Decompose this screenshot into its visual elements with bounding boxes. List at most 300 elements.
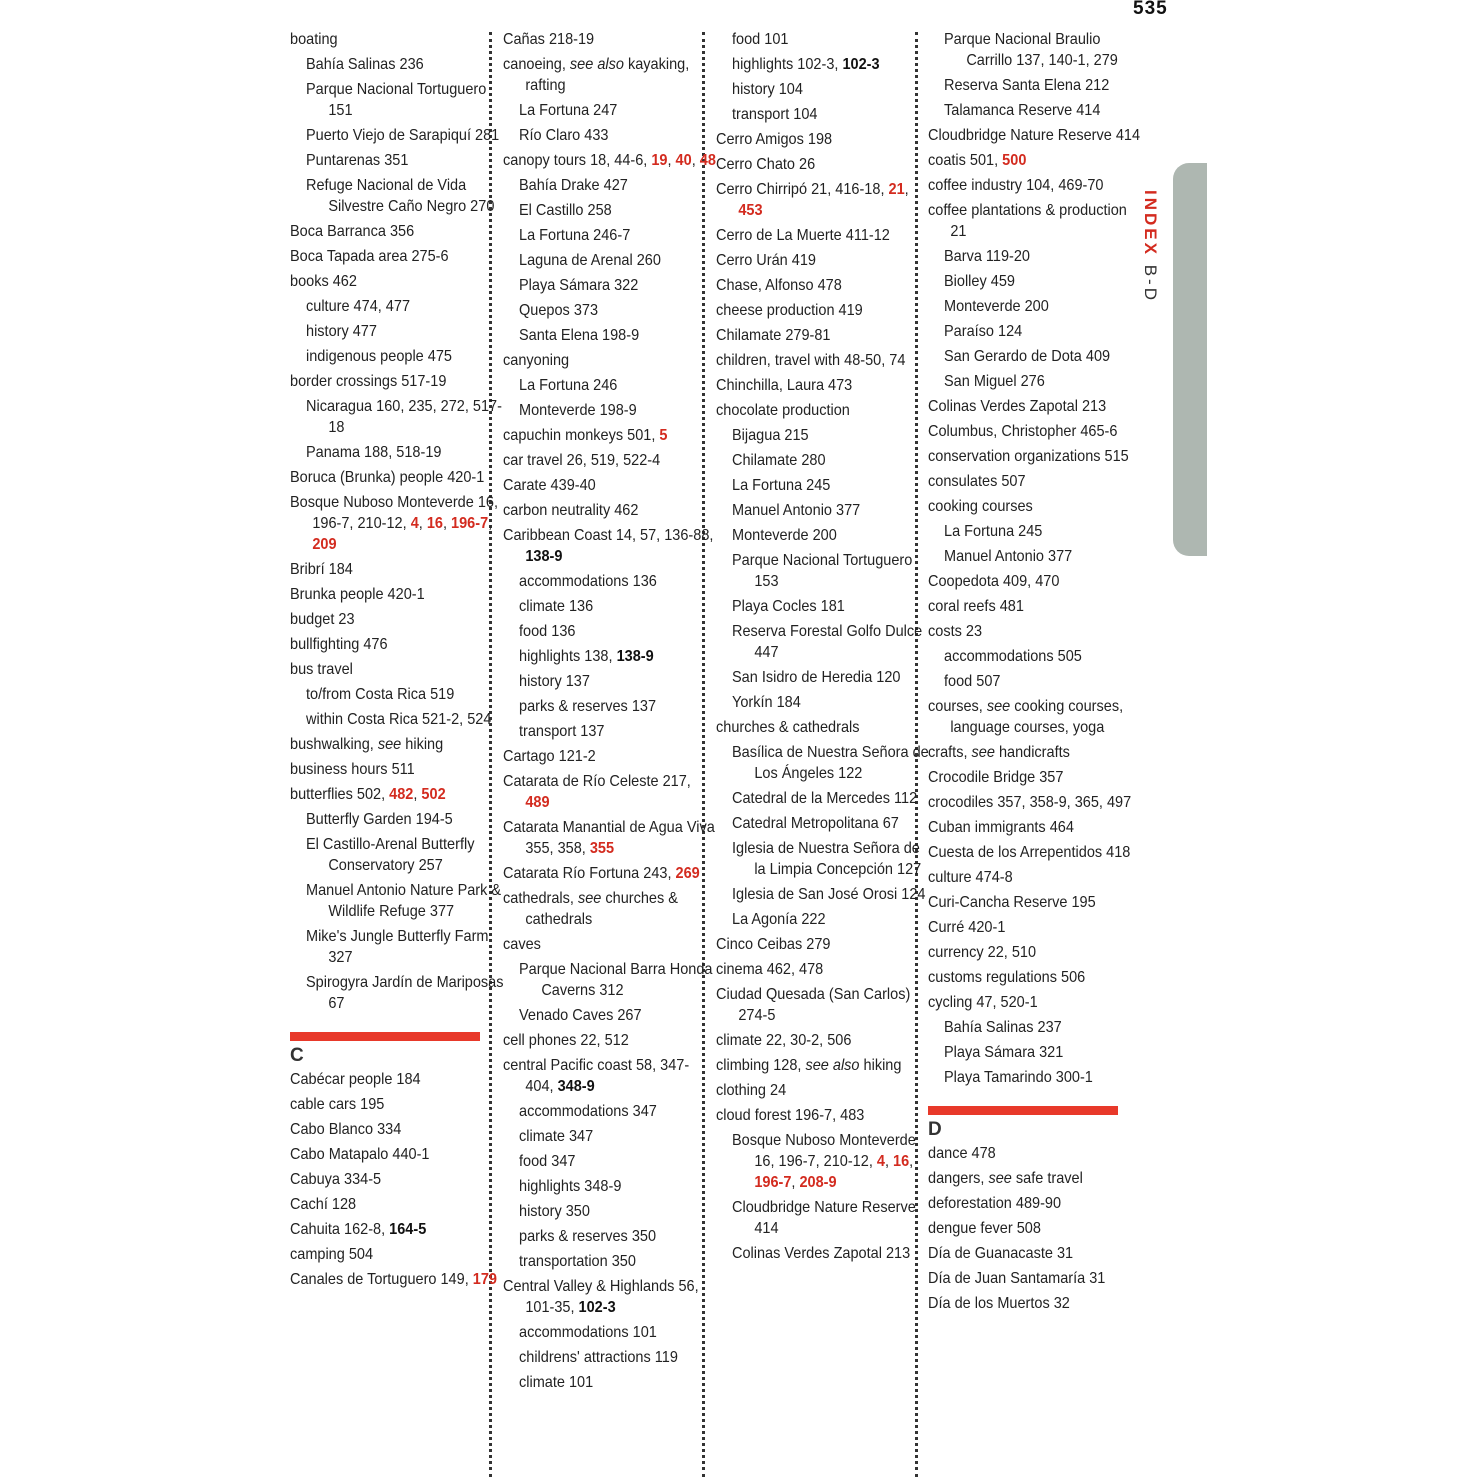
index-entry bbox=[503, 1055, 716, 1097]
index-entry bbox=[503, 475, 716, 496]
entry-text: Yorkín 184 bbox=[732, 694, 801, 711]
entry-text: Cabo Blanco 334 bbox=[290, 1121, 402, 1138]
index-entry bbox=[928, 571, 1141, 592]
entry-text: business hours 511 bbox=[290, 761, 415, 778]
entry-text: , bbox=[442, 515, 452, 532]
index-subentry bbox=[519, 375, 717, 396]
entry-text: Butterfly Garden 194-5 bbox=[306, 811, 453, 828]
entry-text: canyoning bbox=[503, 352, 570, 369]
entry-text: Parque Nacional Tortuguero 151 bbox=[306, 81, 487, 119]
index-entry bbox=[928, 792, 1141, 813]
index-entry bbox=[928, 200, 1141, 242]
entry-text: Carate 439-40 bbox=[503, 477, 596, 494]
index-subentry bbox=[944, 75, 1142, 96]
entry-text: coral reefs 481 bbox=[928, 598, 1024, 615]
entry-text: , bbox=[691, 152, 700, 169]
entry-text: transportation 350 bbox=[519, 1253, 636, 1270]
index-subentry bbox=[732, 692, 930, 713]
index-entry bbox=[928, 696, 1141, 738]
index-subentry bbox=[519, 275, 717, 296]
index-subentry bbox=[519, 250, 717, 271]
entry-text: Nicaragua 160, 235, 272, 517-18 bbox=[306, 398, 502, 436]
index-entry bbox=[716, 129, 929, 150]
index-subentry bbox=[944, 296, 1142, 317]
index-subentry bbox=[732, 621, 930, 663]
index-entry bbox=[290, 1244, 503, 1265]
entry-text: Colinas Verdes Zapotal 213 bbox=[732, 1245, 911, 1262]
index-subentry bbox=[732, 500, 930, 521]
index-entry bbox=[928, 1143, 1141, 1164]
index-subentry bbox=[306, 79, 504, 121]
entry-text: accommodations 505 bbox=[944, 648, 1082, 665]
entry-text: climate 101 bbox=[519, 1374, 594, 1391]
index-entry bbox=[290, 584, 503, 605]
entry-text: climate 22, 30-2, 506 bbox=[716, 1032, 852, 1049]
entry-text: San Gerardo de Dota 409 bbox=[944, 348, 1111, 365]
entry-text: coffee industry 104, 469-70 bbox=[928, 177, 1104, 194]
entry-text: handicrafts bbox=[994, 744, 1070, 761]
entry-text: Reserva Forestal Golfo Dulce 447 bbox=[732, 623, 923, 661]
entry-text: Cloudbridge Nature Reserve 414 bbox=[732, 1199, 916, 1237]
index-subentry bbox=[732, 525, 930, 546]
index-subentry bbox=[306, 684, 504, 705]
index-entry bbox=[290, 734, 503, 755]
entry-text: San Isidro de Heredia 120 bbox=[732, 669, 901, 686]
index-entry bbox=[928, 496, 1141, 517]
map-page-ref: 21 bbox=[888, 181, 905, 198]
index-entry bbox=[503, 425, 716, 446]
index-entry bbox=[716, 1030, 929, 1051]
entry-text: dengue fever 508 bbox=[928, 1220, 1041, 1237]
entry-text: cycling 47, 520-1 bbox=[928, 994, 1038, 1011]
entry-text: Catarata Río Fortuna 243, bbox=[503, 865, 676, 882]
index-subentry bbox=[519, 1372, 717, 1393]
entry-text: , bbox=[413, 786, 422, 803]
index-subentry bbox=[519, 621, 717, 642]
entry-text: Chinchilla, Laura 473 bbox=[716, 377, 853, 394]
entry-text: Caribbean Coast 14, 57, 136-88, bbox=[503, 527, 714, 544]
entry-text: hiking bbox=[401, 736, 444, 753]
entry-text: Bribrí 184 bbox=[290, 561, 353, 578]
see-reference: see also bbox=[569, 56, 624, 73]
index-subentry bbox=[306, 834, 504, 876]
entry-text: El Castillo 258 bbox=[519, 202, 612, 219]
index-subentry bbox=[519, 1176, 717, 1197]
see-reference: see bbox=[986, 698, 1011, 715]
map-page-ref: 208-9 bbox=[799, 1174, 837, 1191]
index-tab-label bbox=[1140, 190, 1160, 303]
entry-text: , bbox=[791, 1174, 800, 1191]
entry-text: Colinas Verdes Zapotal 213 bbox=[928, 398, 1107, 415]
index-subentry bbox=[732, 550, 930, 592]
index-entry bbox=[928, 1293, 1141, 1314]
index-subentry bbox=[944, 521, 1142, 542]
entry-text: food 101 bbox=[732, 31, 789, 48]
map-page-ref: 355 bbox=[589, 840, 615, 857]
entry-text: Bosque Nuboso Monteverde 16, 196-7, 210-12, bbox=[290, 494, 499, 532]
index-entry bbox=[716, 300, 929, 321]
entry-text: Cabécar people 184 bbox=[290, 1071, 421, 1088]
entry-text: Central Valley & Highlands 56, 101-35, bbox=[503, 1278, 699, 1316]
entry-text: La Fortuna 247 bbox=[519, 102, 618, 119]
index-entry bbox=[928, 596, 1141, 617]
entry-text: bus travel bbox=[290, 661, 353, 678]
entry-text: Talamanca Reserve 414 bbox=[944, 102, 1101, 119]
index-entry bbox=[716, 1080, 929, 1101]
map-page-ref: 16 bbox=[426, 515, 443, 532]
map-page-ref: 196-7 bbox=[754, 1174, 792, 1191]
map-page-ref-bold: 138-9 bbox=[525, 548, 563, 565]
entry-text: La Fortuna 246-7 bbox=[519, 227, 631, 244]
index-subentry bbox=[519, 1226, 717, 1247]
entry-text: Bosque Nuboso Monteverde 16, 196-7, 210-12, bbox=[732, 1132, 916, 1170]
index-entry bbox=[503, 888, 716, 930]
index-entry bbox=[290, 559, 503, 580]
entry-text: Brunka people 420-1 bbox=[290, 586, 425, 603]
index-entry bbox=[290, 1069, 503, 1090]
map-page-ref: 482 bbox=[389, 786, 414, 803]
index-entry bbox=[290, 221, 503, 242]
index-column-2 bbox=[503, 29, 716, 1397]
index-entry bbox=[928, 917, 1141, 938]
index-entry bbox=[290, 609, 503, 630]
entry-text: churches & cathedrals bbox=[716, 719, 860, 736]
index-entry bbox=[503, 54, 716, 96]
entry-text: Cahuita 162-8, bbox=[290, 1221, 390, 1238]
index-entry bbox=[716, 275, 929, 296]
index-subentry bbox=[732, 909, 930, 930]
index-entry bbox=[928, 1243, 1141, 1264]
index-entry bbox=[716, 984, 929, 1026]
index-subentry bbox=[519, 1201, 717, 1222]
entry-text: bushwalking, bbox=[290, 736, 378, 753]
letter-divider-bar bbox=[928, 1106, 1118, 1115]
entry-text: Catarata Manantial de Agua Viva 355, 358, bbox=[503, 819, 715, 857]
entry-text: cell phones 22, 512 bbox=[503, 1032, 629, 1049]
entry-text: Puerto Viejo de Sarapiquí 281 bbox=[306, 127, 500, 144]
index-subentry bbox=[519, 646, 717, 667]
index-subentry bbox=[519, 175, 717, 196]
entry-text: Chilamate 279-81 bbox=[716, 327, 831, 344]
index-subentry bbox=[306, 175, 504, 217]
entry-text: canoeing, bbox=[503, 56, 570, 73]
entry-text: Paraíso 124 bbox=[944, 323, 1023, 340]
entry-text: camping 504 bbox=[290, 1246, 374, 1263]
index-entry bbox=[716, 1055, 929, 1076]
index-entry bbox=[716, 350, 929, 371]
entry-text: Spirogyra Jardín de Mariposas 67 bbox=[306, 974, 504, 1012]
entry-text: churches & cathedrals bbox=[525, 890, 678, 928]
entry-text: canopy tours 18, 44-6, bbox=[503, 152, 652, 169]
index-entry bbox=[290, 1219, 503, 1240]
entry-text: cinema 462, 478 bbox=[716, 961, 824, 978]
index-entry bbox=[928, 742, 1141, 763]
entry-text: boating bbox=[290, 31, 338, 48]
index-entry bbox=[503, 746, 716, 767]
index-entry bbox=[503, 1030, 716, 1051]
index-subentry bbox=[519, 1151, 717, 1172]
entry-text: Playa Tamarindo 300-1 bbox=[944, 1069, 1093, 1086]
index-subentry bbox=[732, 838, 930, 880]
index-entry bbox=[928, 967, 1141, 988]
entry-text: cheese production 419 bbox=[716, 302, 863, 319]
entry-text: crafts, bbox=[928, 744, 972, 761]
index-entry bbox=[716, 179, 929, 221]
index-entry bbox=[503, 500, 716, 521]
map-page-ref: 500 bbox=[1002, 152, 1027, 169]
entry-text: Cabuya 334-5 bbox=[290, 1171, 382, 1188]
index-entry bbox=[928, 942, 1141, 963]
map-page-ref: 5 bbox=[659, 427, 668, 444]
entry-text: cooking courses, language courses, yoga bbox=[950, 698, 1124, 736]
index-subentry bbox=[519, 959, 717, 1001]
entry-text: cooking courses bbox=[928, 498, 1033, 515]
index-entry bbox=[290, 1194, 503, 1215]
see-reference: see also bbox=[805, 1057, 860, 1074]
entry-text: Curi-Cancha Reserve 195 bbox=[928, 894, 1096, 911]
entry-text: Curré 420-1 bbox=[928, 919, 1006, 936]
index-subentry bbox=[944, 29, 1142, 71]
index-subentry bbox=[519, 1347, 717, 1368]
index-entry bbox=[928, 767, 1141, 788]
entry-text: children, travel with 48-50, 74 bbox=[716, 352, 906, 369]
letter-heading: D bbox=[928, 1119, 942, 1140]
entry-text: within Costa Rica 521-2, 524 bbox=[306, 711, 492, 728]
page-number: 535 bbox=[1133, 0, 1168, 19]
see-reference: see bbox=[988, 1170, 1012, 1187]
index-entry bbox=[290, 371, 503, 392]
index-entry bbox=[503, 525, 716, 567]
entry-text: Crocodile Bridge 357 bbox=[928, 769, 1064, 786]
entry-text: accommodations 101 bbox=[519, 1324, 657, 1341]
entry-text: highlights 138, bbox=[519, 648, 617, 665]
index-subentry bbox=[732, 54, 930, 75]
entry-text: Manuel Antonio 377 bbox=[732, 502, 861, 519]
index-subentry bbox=[944, 546, 1142, 567]
entry-text: Quepos 373 bbox=[519, 302, 599, 319]
entry-text: budget 23 bbox=[290, 611, 355, 628]
index-subentry bbox=[306, 709, 504, 730]
index-column-3 bbox=[716, 29, 929, 1268]
entry-text: Playa Sámara 321 bbox=[944, 1044, 1064, 1061]
letter-divider-bar bbox=[290, 1032, 480, 1041]
entry-text: climbing 128, bbox=[716, 1057, 806, 1074]
entry-text: Monteverde 198-9 bbox=[519, 402, 637, 419]
entry-text: La Agonía 222 bbox=[732, 911, 826, 928]
entry-text: accommodations 347 bbox=[519, 1103, 657, 1120]
index-entry bbox=[290, 1169, 503, 1190]
index-subentry bbox=[519, 671, 717, 692]
entry-text: transport 137 bbox=[519, 723, 605, 740]
index-subentry bbox=[306, 54, 504, 75]
entry-text: Cloudbridge Nature Reserve 414 bbox=[928, 127, 1141, 144]
index-subentry bbox=[732, 1243, 930, 1264]
entry-text: Refuge Nacional de Vida Silvestre Caño Negro 270 bbox=[306, 177, 495, 215]
index-subentry bbox=[519, 125, 717, 146]
index-subentry bbox=[519, 200, 717, 221]
index-subentry bbox=[306, 296, 504, 317]
index-column-1 bbox=[290, 29, 504, 1294]
entry-text: highlights 348-9 bbox=[519, 1178, 622, 1195]
entry-text: Manuel Antonio 377 bbox=[944, 548, 1073, 565]
index-subentry bbox=[519, 325, 717, 346]
index-subentry bbox=[732, 425, 930, 446]
entry-text: Monteverde 200 bbox=[732, 527, 837, 544]
entry-text: bullfighting 476 bbox=[290, 636, 388, 653]
index-entry bbox=[290, 271, 503, 292]
index-entry bbox=[928, 471, 1141, 492]
index-entry bbox=[290, 246, 503, 267]
index-entry bbox=[928, 621, 1141, 642]
entry-text: conservation organizations 515 bbox=[928, 448, 1129, 465]
entry-text: Cerro Chato 26 bbox=[716, 156, 816, 173]
letter-heading: C bbox=[290, 1045, 304, 1066]
index-entry bbox=[928, 1218, 1141, 1239]
map-page-ref: 269 bbox=[675, 865, 700, 882]
index-entry bbox=[716, 400, 929, 421]
index-subentry bbox=[306, 346, 504, 367]
entry-text: Mike's Jungle Butterfly Farm 327 bbox=[306, 928, 489, 966]
entry-text: Día de Guanacaste 31 bbox=[928, 1245, 1074, 1262]
entry-text: Bahía Salinas 236 bbox=[306, 56, 424, 73]
index-entry bbox=[928, 1193, 1141, 1214]
entry-text: , bbox=[904, 181, 909, 198]
entry-text: Cartago 121-2 bbox=[503, 748, 596, 765]
entry-text: border crossings 517-19 bbox=[290, 373, 447, 390]
index-subentry bbox=[306, 442, 504, 463]
map-page-ref: 196-7 bbox=[451, 515, 489, 532]
entry-text: La Fortuna 245 bbox=[944, 523, 1043, 540]
entry-text: transport 104 bbox=[732, 106, 818, 123]
index-entry bbox=[928, 867, 1141, 888]
index-entry bbox=[928, 992, 1141, 1013]
entry-text: chocolate production bbox=[716, 402, 850, 419]
entry-text: food 347 bbox=[519, 1153, 576, 1170]
entry-text: Cinco Ceibas 279 bbox=[716, 936, 831, 953]
index-subentry bbox=[519, 300, 717, 321]
map-page-ref: 209 bbox=[312, 536, 337, 553]
entry-text: accommodations 136 bbox=[519, 573, 657, 590]
entry-text: Cachí 128 bbox=[290, 1196, 357, 1213]
map-page-ref: 179 bbox=[472, 1271, 497, 1288]
map-page-ref-bold: 164-5 bbox=[389, 1221, 427, 1238]
index-subentry bbox=[944, 1017, 1142, 1038]
index-subentry bbox=[732, 788, 930, 809]
entry-text: Manuel Antonio Nature Park & Wildlife Refuge 377 bbox=[306, 882, 502, 920]
index-entry bbox=[928, 842, 1141, 863]
entry-text: butterflies 502, bbox=[290, 786, 390, 803]
index-subentry bbox=[732, 475, 930, 496]
index-subentry bbox=[732, 1197, 930, 1239]
index-entry bbox=[290, 1144, 503, 1165]
index-entry bbox=[928, 892, 1141, 913]
entry-text: La Fortuna 245 bbox=[732, 477, 831, 494]
entry-text: cable cars 195 bbox=[290, 1096, 385, 1113]
entry-text: books 462 bbox=[290, 273, 357, 290]
entry-text: climate 347 bbox=[519, 1128, 594, 1145]
entry-text: Playa Sámara 322 bbox=[519, 277, 639, 294]
entry-text: El Castillo-Arenal Butterfly Conservatory 257 bbox=[306, 836, 475, 874]
index-entry bbox=[290, 784, 503, 805]
entry-text: Chase, Alfonso 478 bbox=[716, 277, 842, 294]
entry-text: climate 136 bbox=[519, 598, 594, 615]
map-page-ref-bold: 102-3 bbox=[578, 1299, 616, 1316]
entry-text: , bbox=[488, 515, 493, 532]
entry-text: history 137 bbox=[519, 673, 590, 690]
index-entry bbox=[503, 450, 716, 471]
index-subentry bbox=[519, 1322, 717, 1343]
index-subentry bbox=[732, 1130, 930, 1193]
index-entry bbox=[928, 150, 1141, 171]
index-entry bbox=[290, 467, 503, 488]
index-entry bbox=[716, 325, 929, 346]
entry-text: dance 478 bbox=[928, 1145, 996, 1162]
index-entry bbox=[290, 759, 503, 780]
entry-text: kayaking, rafting bbox=[525, 56, 690, 94]
entry-text: customs regulations 506 bbox=[928, 969, 1086, 986]
index-entry bbox=[290, 492, 503, 555]
index-entry bbox=[928, 1168, 1141, 1189]
index-subentry bbox=[306, 396, 504, 438]
index-thumb-tab bbox=[1173, 163, 1207, 556]
entry-text: Catarata de Río Celeste 217, bbox=[503, 773, 691, 790]
index-subentry bbox=[944, 1067, 1142, 1088]
entry-text: Basílica de Nuestra Señora de Los Ángeles 122 bbox=[732, 744, 929, 782]
entry-text: Puntarenas 351 bbox=[306, 152, 409, 169]
entry-text: Cerro Urán 419 bbox=[716, 252, 816, 269]
index-subentry bbox=[732, 79, 930, 100]
map-page-ref-bold: 138-9 bbox=[616, 648, 654, 665]
see-reference: see bbox=[377, 736, 402, 753]
entry-text: car travel 26, 519, 522-4 bbox=[503, 452, 661, 469]
entry-text: courses, bbox=[928, 698, 987, 715]
index-subentry bbox=[519, 596, 717, 617]
index-entry bbox=[716, 225, 929, 246]
index-entry bbox=[716, 934, 929, 955]
map-page-ref: 48 bbox=[699, 152, 716, 169]
entry-text: childrens' attractions 119 bbox=[519, 1349, 678, 1366]
map-page-ref: 16 bbox=[893, 1153, 910, 1170]
entry-text: Coopedota 409, 470 bbox=[928, 573, 1060, 590]
entry-text: , bbox=[884, 1153, 894, 1170]
index-entry bbox=[928, 446, 1141, 467]
entry-text: dangers, bbox=[928, 1170, 989, 1187]
entry-text: Cuesta de los Arrepentidos 418 bbox=[928, 844, 1131, 861]
index-subentry bbox=[944, 646, 1142, 667]
entry-text: Bahía Salinas 237 bbox=[944, 1019, 1062, 1036]
index-subentry bbox=[519, 571, 717, 592]
index-subentry bbox=[519, 721, 717, 742]
index-entry bbox=[716, 717, 929, 738]
entry-text: safe travel bbox=[1011, 1170, 1083, 1187]
index-subentry bbox=[944, 346, 1142, 367]
entry-text: Canales de Tortuguero 149, bbox=[290, 1271, 473, 1288]
map-page-ref: 40 bbox=[675, 152, 692, 169]
index-entry bbox=[290, 1119, 503, 1140]
entry-text: coatis 501, bbox=[928, 152, 1003, 169]
index-subentry bbox=[306, 150, 504, 171]
entry-text: to/from Costa Rica 519 bbox=[306, 686, 455, 703]
index-subentry bbox=[944, 246, 1142, 267]
entry-text: Boca Tapada area 275-6 bbox=[290, 248, 449, 265]
entry-text: history 350 bbox=[519, 1203, 590, 1220]
entry-text: Boca Barranca 356 bbox=[290, 223, 415, 240]
index-subentry bbox=[306, 809, 504, 830]
entry-text: history 477 bbox=[306, 323, 377, 340]
index-subentry bbox=[519, 1126, 717, 1147]
entry-text: food 507 bbox=[944, 673, 1001, 690]
index-subentry bbox=[732, 29, 930, 50]
